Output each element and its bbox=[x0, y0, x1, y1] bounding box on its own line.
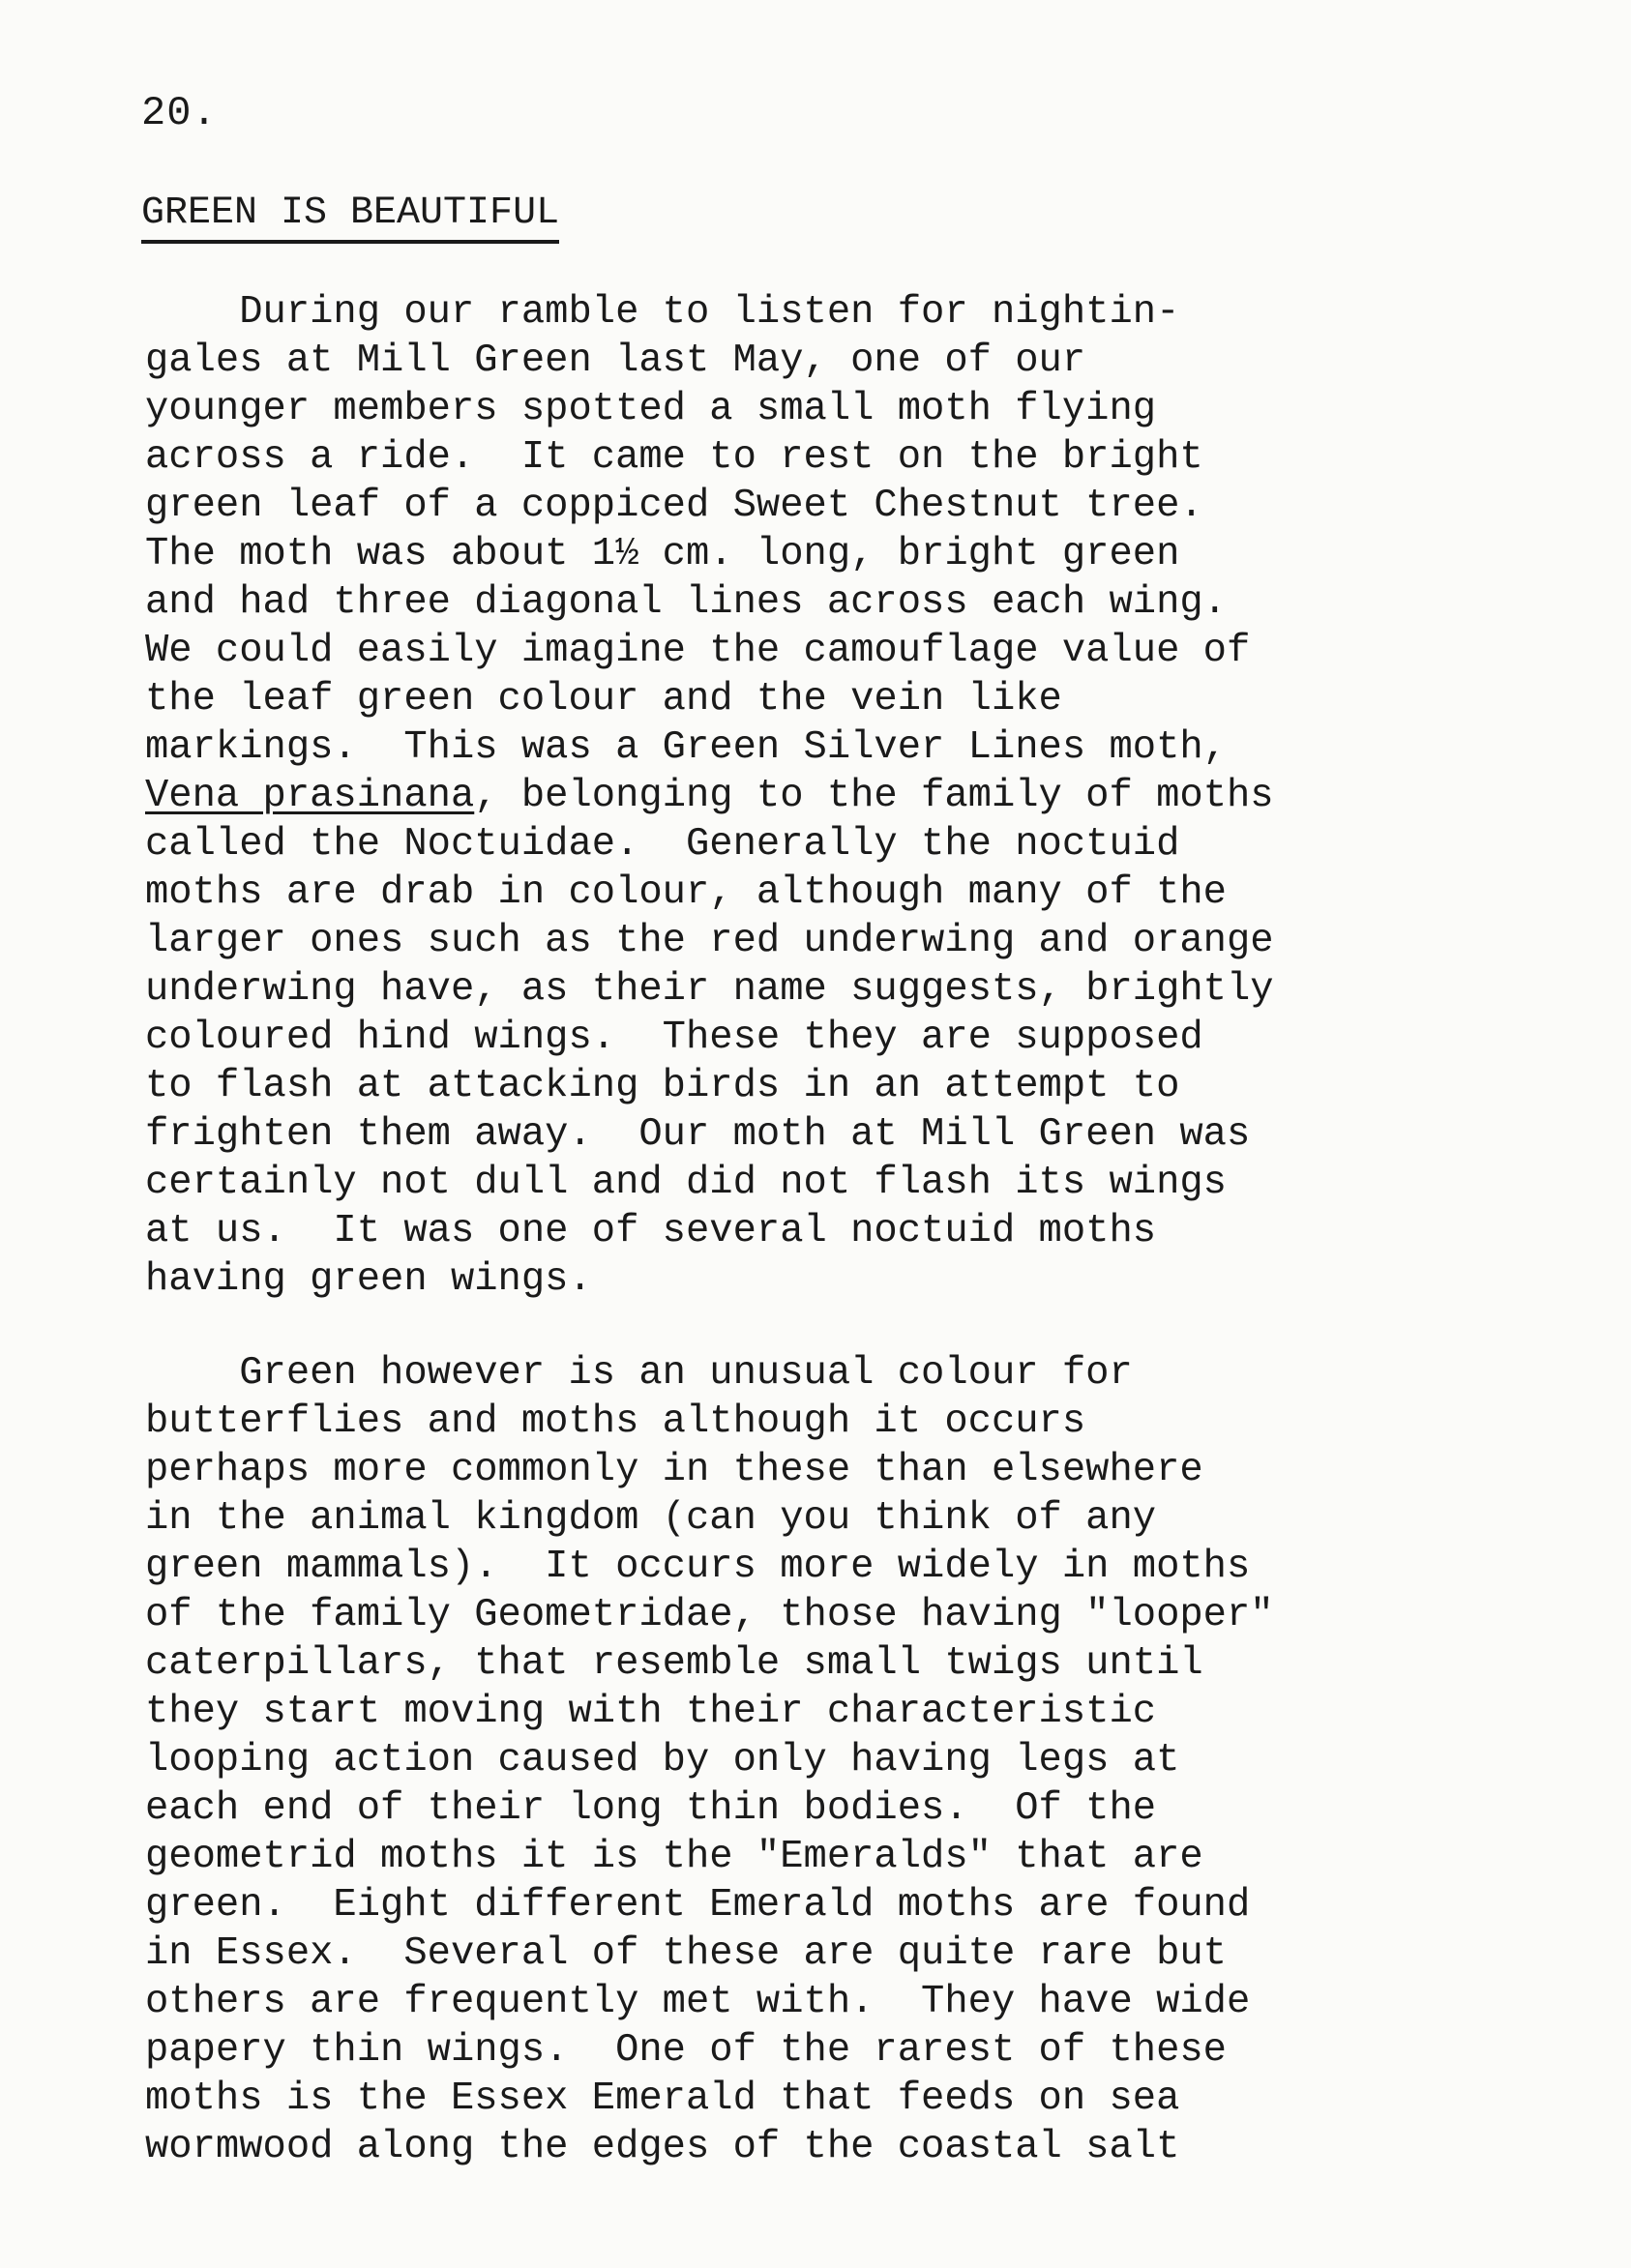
text-line: green. Eight different Emerald moths are found bbox=[145, 1883, 1251, 1928]
paragraph-1 bbox=[145, 288, 1557, 1304]
text-line-rest: , belonging to the family of moths bbox=[474, 774, 1274, 818]
text-line: Green however is an unusual colour for bbox=[145, 1351, 1133, 1396]
text-line: moths are drab in colour, although many of the bbox=[145, 870, 1227, 915]
text-line: gales at Mill Green last May, one of our bbox=[145, 339, 1086, 383]
text-line: butterflies and moths although it occurs bbox=[145, 1399, 1086, 1444]
text-line: geometrid moths it is the "Emeralds" that are bbox=[145, 1835, 1203, 1879]
text-line: moths is the Essex Emerald that feeds on sea bbox=[145, 2077, 1180, 2121]
page-number: 20. bbox=[141, 90, 218, 136]
article-heading: GREEN IS BEAUTIFUL bbox=[141, 190, 559, 244]
text-line: larger ones such as the red underwing and orange bbox=[145, 919, 1274, 963]
text-line: certainly not dull and did not flash its wings bbox=[145, 1161, 1227, 1205]
text-line: in Essex. Several of these are quite rare but bbox=[145, 1931, 1227, 1976]
text-line: in the animal kingdom (can you think of any bbox=[145, 1496, 1157, 1541]
text-line: across a ride. It came to rest on the bright bbox=[145, 435, 1203, 480]
text-line: During our ramble to listen for nightin- bbox=[145, 290, 1180, 335]
text-line: called the Noctuidae. Generally the noctuid bbox=[145, 822, 1180, 867]
text-line bbox=[145, 772, 1557, 820]
text-line: others are frequently met with. They have wide bbox=[145, 1980, 1251, 2024]
text-line: the leaf green colour and the vein like bbox=[145, 677, 1062, 722]
text-line: perhaps more commonly in these than elsewhere bbox=[145, 1448, 1203, 1492]
text-line: younger members spotted a small moth flying bbox=[145, 387, 1157, 431]
species-name: Vena prasinana bbox=[145, 774, 475, 818]
text-line: at us. It was one of several noctuid moths bbox=[145, 1209, 1157, 1253]
text-line: green mammals). It occurs more widely in moths bbox=[145, 1545, 1251, 1589]
text-line: coloured hind wings. These they are supposed bbox=[145, 1016, 1203, 1060]
paragraph-2 bbox=[145, 1349, 1557, 2171]
text-line: The moth was about 1½ cm. long, bright green bbox=[145, 532, 1180, 576]
text-line: each end of their long thin bodies. Of the bbox=[145, 1786, 1157, 1831]
text-line: We could easily imagine the camouflage value of bbox=[145, 629, 1251, 673]
text-line: looping action caused by only having legs at bbox=[145, 1738, 1180, 1782]
text-line: markings. This was a Green Silver Lines moth, bbox=[145, 725, 1227, 770]
text-line: of the family Geometridae, those having "looper" bbox=[145, 1593, 1274, 1637]
text-line: they start moving with their characteristic bbox=[145, 1690, 1157, 1734]
text-line: caterpillars, that resemble small twigs until bbox=[145, 1641, 1203, 1686]
text-line: wormwood along the edges of the coastal salt bbox=[145, 2125, 1180, 2169]
text-line: underwing have, as their name suggests, brightly bbox=[145, 967, 1274, 1012]
text-line: green leaf of a coppiced Sweet Chestnut tree. bbox=[145, 484, 1203, 528]
text-line: papery thin wings. One of the rarest of these bbox=[145, 2028, 1227, 2073]
text-line: to flash at attacking birds in an attempt to bbox=[145, 1064, 1180, 1108]
text-line: and had three diagonal lines across each wing. bbox=[145, 580, 1227, 625]
text-line: frighten them away. Our moth at Mill Green was bbox=[145, 1112, 1251, 1157]
text-line: having green wings. bbox=[145, 1257, 592, 1302]
